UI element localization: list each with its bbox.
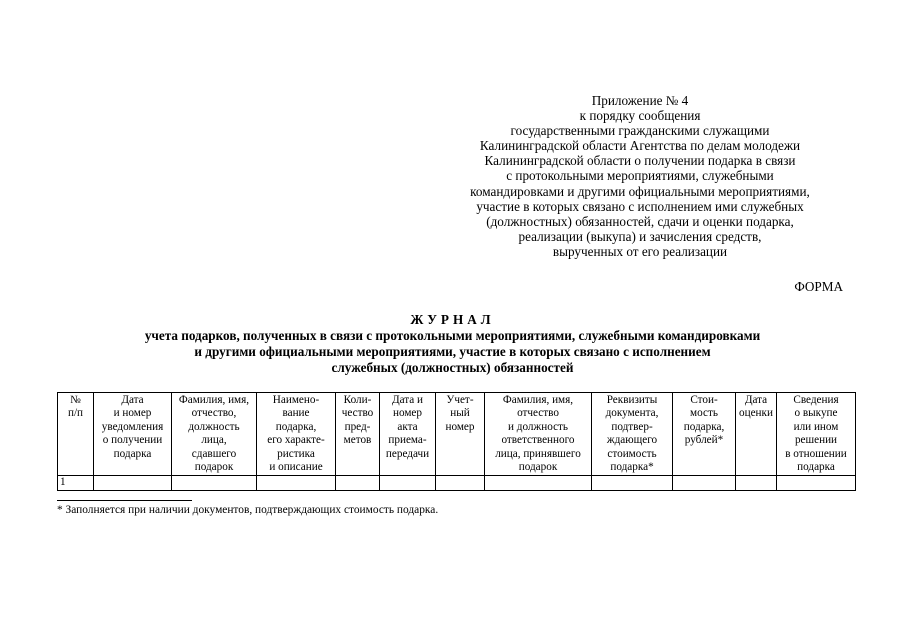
column-header-line: подарка xyxy=(113,447,152,460)
column-header-line: его характе- xyxy=(267,434,325,447)
column-header-line: ный xyxy=(450,407,470,420)
table-cell xyxy=(673,476,736,491)
table-cell xyxy=(592,476,673,491)
column-header-line: подарка, xyxy=(683,420,725,433)
column-header-line: п/п xyxy=(67,407,84,420)
table-row xyxy=(58,476,856,491)
column-header-line: № xyxy=(70,394,81,406)
column-header-line: стоимость xyxy=(607,447,657,460)
appendix-line: государственными гражданскими служащими xyxy=(510,123,770,139)
column-header-line: пред- xyxy=(344,420,371,433)
appendix-line: Калининградской области Агентства по делам молодежи xyxy=(479,138,801,154)
column-header-line: уведомления xyxy=(101,420,164,433)
forma-label: ФОРМА xyxy=(794,279,843,294)
column-header xyxy=(94,393,172,476)
column-header xyxy=(336,393,380,476)
column-header xyxy=(436,393,485,476)
appendix-header xyxy=(440,93,840,259)
table-cell xyxy=(172,476,257,491)
column-header-line: о получении xyxy=(102,434,163,447)
column-header-line: и должность xyxy=(507,420,569,433)
column-header-line: Дата xyxy=(121,394,144,406)
column-header-line: вание xyxy=(282,407,310,420)
column-header-line: номер xyxy=(392,407,422,420)
table-cell xyxy=(380,476,436,491)
title-main: ЖУРНАЛ xyxy=(410,312,495,327)
column-header-line: метов xyxy=(343,434,372,447)
appendix-line: вырученных от его реализации xyxy=(552,243,728,259)
column-header-line: Дата и xyxy=(391,394,424,406)
column-header-line: Фамилия, имя, xyxy=(502,394,574,406)
table-cell xyxy=(94,476,172,491)
table-cell: 1 xyxy=(58,476,94,491)
table-body xyxy=(58,476,856,491)
column-header-line: подарок xyxy=(518,461,558,474)
column-header-line: решении xyxy=(794,434,838,447)
table-cell xyxy=(736,476,777,491)
column-header-line: чество xyxy=(341,407,374,420)
column-header-line: документа, xyxy=(605,407,659,420)
table-cell xyxy=(436,476,485,491)
appendix-line: реализации (выкупа) и зачисления средств, xyxy=(518,228,762,244)
column-header-line: приема- xyxy=(388,434,427,447)
column-header-line: мость xyxy=(690,407,718,420)
column-header-line: Стои- xyxy=(690,394,718,406)
column-header-line: Наимено- xyxy=(272,394,320,406)
column-header-line: ответственного xyxy=(501,434,575,447)
column-header-line: Фамилия, имя, xyxy=(178,394,250,406)
appendix-line: Калининградской области о получении подарка в связи xyxy=(484,153,796,169)
appendix-line: участие в которых связано с исполнением ими служебных xyxy=(476,198,804,214)
column-header-line: лица, xyxy=(201,434,227,447)
column-header-line: Учет- xyxy=(446,394,474,406)
column-header xyxy=(777,393,856,476)
column-header-line: сдавшего xyxy=(191,447,237,460)
column-header-line: Реквизиты xyxy=(606,394,658,406)
appendix-line: командировками и другими официальными мероприятиями, xyxy=(470,183,810,199)
column-header-line: должность xyxy=(188,420,240,433)
column-header xyxy=(172,393,257,476)
table-cell xyxy=(777,476,856,491)
column-header-line: ристика xyxy=(277,447,315,460)
column-header-line: и номер xyxy=(113,407,152,420)
column-header-line: оценки xyxy=(739,407,773,420)
column-header-line: подарка xyxy=(797,461,835,474)
column-header-line: передачи xyxy=(385,447,430,460)
column-header xyxy=(380,393,436,476)
column-header-line: Дата xyxy=(744,394,768,406)
column-header-line: подтвер- xyxy=(611,420,653,433)
column-header-line: рублей* xyxy=(684,434,724,447)
table-cell xyxy=(257,476,336,491)
column-header-line: о выкупе xyxy=(794,407,838,420)
column-header-line: ждающего xyxy=(606,434,658,447)
column-header-line: подарка* xyxy=(610,461,654,474)
appendix-line: Приложение № 4 xyxy=(591,93,689,108)
column-header-line: номер xyxy=(445,420,475,433)
column-header xyxy=(592,393,673,476)
footnote: * Заполняется при наличии документов, подтверждающих стоимость подарка. xyxy=(57,504,439,516)
column-header-line: акта xyxy=(397,420,418,433)
column-header-line: Коли- xyxy=(343,394,372,406)
appendix-line: (должностных) обязанностей, сдачи и оценки подарка, xyxy=(486,213,794,229)
title-line: учета подарков, полученных в связи с протокольными мероприятиями, служебными командировками xyxy=(144,328,761,343)
column-header xyxy=(673,393,736,476)
column-header-line: и описание xyxy=(269,461,323,474)
title-line: служебных (должностных) обязанностей xyxy=(331,360,574,375)
title-line: и другими официальными мероприятиями, участие в которых связано с исполнением xyxy=(194,344,711,359)
column-header-line: или ином xyxy=(793,420,839,433)
column-header xyxy=(736,393,777,476)
column-header xyxy=(485,393,592,476)
table-cell xyxy=(336,476,380,491)
column-header xyxy=(257,393,336,476)
appendix-line: с протокольными мероприятиями, служебными xyxy=(506,168,774,184)
column-header-line: подарка, xyxy=(275,420,317,433)
column-header-line: в отношении xyxy=(785,447,847,460)
column-header xyxy=(58,393,94,476)
gift-journal-table xyxy=(57,392,856,491)
column-header-line: отчество, xyxy=(191,407,237,420)
column-header-line: отчество xyxy=(517,407,559,420)
column-header-line: Сведения xyxy=(793,394,839,406)
footnote-divider xyxy=(57,500,192,501)
document-title xyxy=(0,312,905,376)
table-cell xyxy=(485,476,592,491)
appendix-line: к порядку сообщения xyxy=(579,108,701,124)
table-header-row xyxy=(58,393,856,476)
column-header-line: подарок xyxy=(194,461,234,474)
column-header-line: лица, принявшего xyxy=(495,447,581,460)
